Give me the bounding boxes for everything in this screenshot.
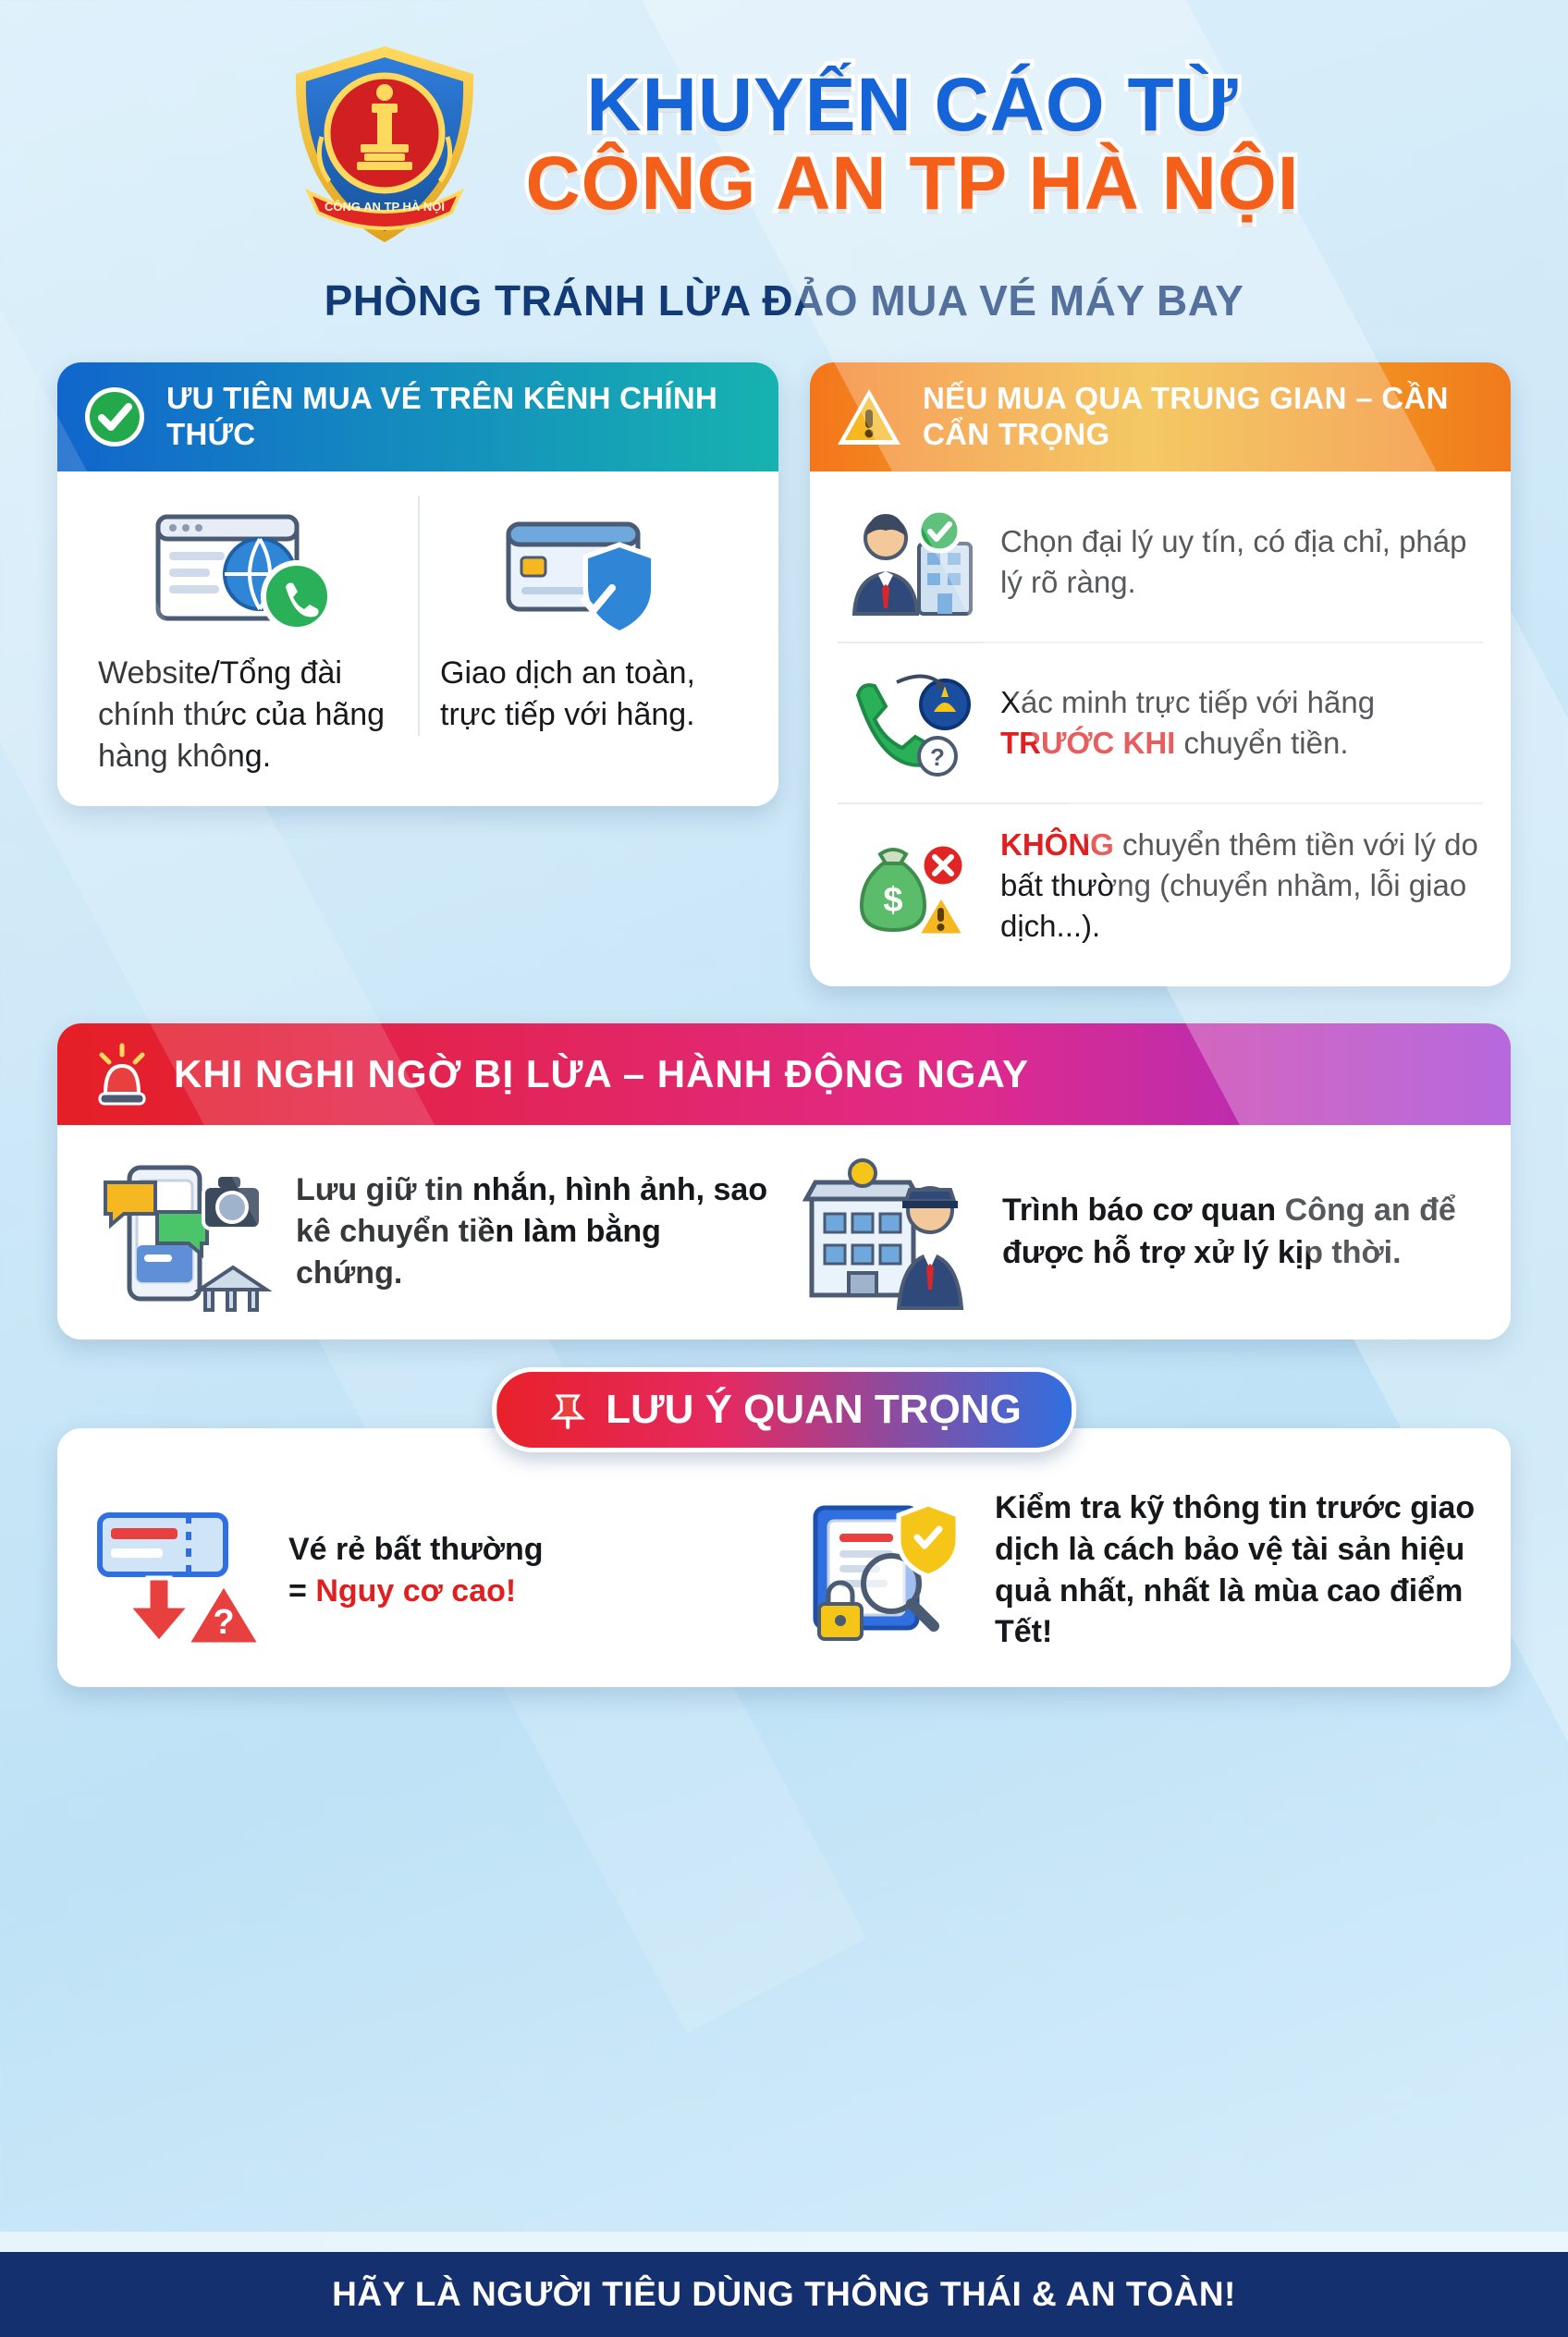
official-column-website-text: Website/Tổng đài chính thức của hãng hàng không. — [98, 655, 386, 775]
action-item-report-text: Trình báo cơ quan Công an để được hỗ trợ xử lý kịp thời. — [1002, 1193, 1456, 1270]
official-column-website — [78, 496, 418, 778]
agent-tip-no-extra-money — [838, 802, 1483, 968]
svg-text:$: $ — [883, 881, 903, 921]
card-agent-body — [810, 471, 1511, 986]
agent-tip-no-highlight: KHÔNG — [1000, 826, 1114, 862]
title-block — [525, 62, 1300, 226]
money-bag-deny-icon — [841, 826, 980, 945]
note-cheap-line1: Vé rẻ bất thường — [288, 1531, 544, 1567]
note-item-verify-info-text: Kiểm tra kỹ thông tin trước giao dịch là cách bảo vệ tài sản hiệu quả nhất, nhất là mùa cao điểm Tết! — [995, 1489, 1476, 1650]
card-action-body — [57, 1125, 1511, 1340]
card-agent-title: NẾU MUA QUA TRUNG GIAN – CẦN CẨN TRỌNG — [923, 381, 1449, 451]
agent-tip-no-extra-money-text — [1000, 825, 1479, 948]
phone-evidence-icon — [89, 1149, 274, 1315]
agent-tip-verify-text-part1: Xác minh trực tiếp với hãng — [1000, 684, 1376, 719]
agent-tip-verify-highlight: TRƯỚC KHI — [1000, 725, 1176, 760]
card-official-title: ƯU TIÊN MUA VÉ TRÊN KÊNH CHÍNH THỨC — [166, 381, 718, 451]
header — [0, 0, 1568, 259]
agent-tip-no-extra-money-rest: chuyển thêm tiền với lý do bất thường (chuyển nhầm, lỗi giao dịch...). — [1000, 826, 1478, 944]
official-column-card — [418, 496, 758, 736]
police-emblem-hanoi — [268, 35, 501, 253]
action-item-evidence-text: Lưu giữ tin nhắn, hình ảnh, sao kê chuyển tiền làm bằng chứng. — [296, 1171, 768, 1291]
footer-text: HÃY LÀ NGƯỜI TIÊU DÙNG THÔNG THÁI & AN TOÀN! — [332, 2275, 1236, 2313]
note-cheap-line2-highlight: Nguy cơ cao! — [315, 1572, 517, 1609]
card-official-body — [57, 471, 778, 806]
agent-tip-verify — [838, 642, 1483, 802]
agent-verified-icon — [841, 503, 980, 621]
card-important-note — [57, 1428, 1511, 1687]
card-action-header — [57, 1023, 1511, 1125]
svg-text:?: ? — [930, 742, 945, 771]
pushpin-icon — [546, 1389, 589, 1431]
website-phone-icon — [98, 496, 398, 653]
agent-tip-reputable — [838, 483, 1483, 642]
card-agent-header — [810, 362, 1511, 471]
svg-text:?: ? — [213, 1602, 235, 1642]
card-agent-caution — [810, 362, 1511, 986]
title-line-1: KHUYẾN CÁO TỪ — [586, 62, 1239, 147]
check-circle-icon — [81, 384, 148, 450]
agent-tip-verify-text — [1000, 682, 1479, 764]
police-station-officer-icon — [795, 1149, 980, 1315]
important-note-pill — [492, 1367, 1076, 1452]
card-action-when-suspect — [57, 1023, 1511, 1340]
row-action — [0, 986, 1568, 1340]
title-line-2: CÔNG AN TP HÀ NỘI — [525, 141, 1300, 226]
row-official-and-agent — [0, 331, 1568, 986]
note-cheap-line2-prefix: = — [288, 1572, 316, 1609]
card-official-header — [57, 362, 778, 471]
agent-tip-verify-text-part2: chuyển tiền. — [1175, 725, 1349, 760]
note-item-verify-info — [791, 1487, 1483, 1654]
note-item-cheap-ticket-text — [288, 1529, 544, 1612]
agent-tip-reputable-text: Chọn đại lý uy tín, có địa chỉ, pháp lý rõ ràng. — [1000, 523, 1467, 599]
document-magnifier-shield-icon — [791, 1487, 976, 1654]
footer-banner — [0, 2252, 1568, 2337]
card-action-title: KHI NGHI NGỜ BỊ LỪA – HÀNH ĐỘNG NGAY — [174, 1051, 1029, 1095]
important-note-title: LƯU Ý QUAN TRỌNG — [606, 1386, 1022, 1432]
cheap-ticket-risk-icon — [85, 1487, 270, 1654]
action-item-report — [795, 1149, 1479, 1315]
siren-icon — [89, 1040, 155, 1108]
card-official-channels — [57, 362, 778, 806]
page-subtitle: PHÒNG TRÁNH LỪA ĐẢO MUA VÉ MÁY BAY — [324, 276, 1244, 324]
row-important-note — [0, 1340, 1568, 1687]
official-column-card-text: Giao dịch an toàn, trực tiếp với hãng. — [440, 655, 695, 733]
action-item-evidence — [89, 1149, 773, 1315]
phone-verify-icon — [841, 664, 980, 782]
footer-divider — [0, 2232, 1568, 2252]
emblem-caption: CÔNG AN TP HÀ NỘI — [325, 200, 446, 214]
note-item-cheap-ticket — [85, 1487, 777, 1654]
card-shield-icon — [440, 496, 738, 653]
warning-triangle-icon — [834, 384, 904, 450]
